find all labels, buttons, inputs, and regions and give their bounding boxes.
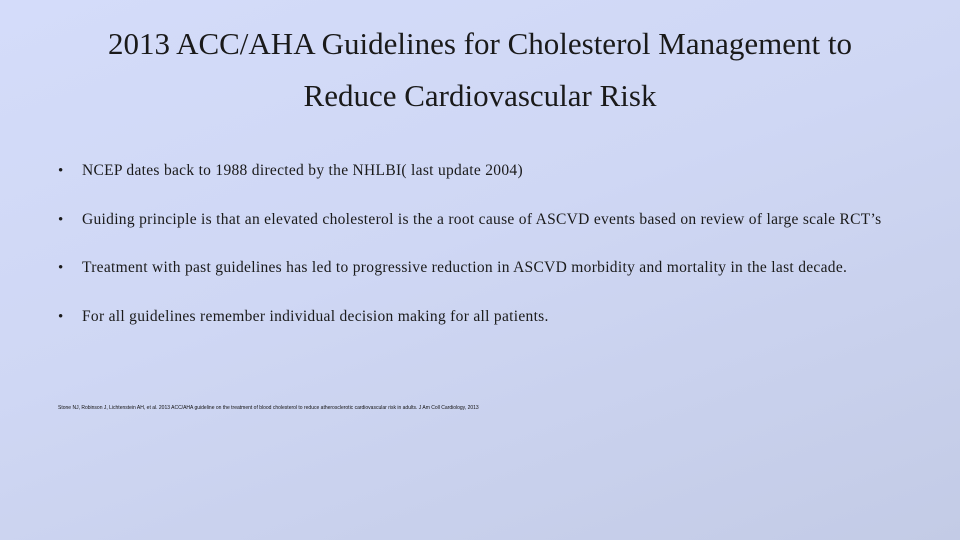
title-line-1: 2013 ACC/AHA Guidelines for Cholesterol Management to xyxy=(108,26,852,61)
bullet-text: For all guidelines remember individual decision making for all patients. xyxy=(82,307,549,325)
title-line-2: Reduce Cardiovascular Risk xyxy=(303,78,657,113)
bullet-icon: • xyxy=(58,260,64,276)
citation: Stone NJ, Robinson J, Lichtenstein AH, et al. 2013 ACC/AHA guideline on the treatment of blood cholesterol to reduce atherosclerotic cardiovascular risk in adults. J Am Coll Cardiology, 2013 xyxy=(58,405,479,411)
slide-title xyxy=(0,18,960,122)
bullet-item xyxy=(58,162,881,211)
bullet-text: Guiding principle is that an elevated cholesterol is the a root cause of ASCVD events based on review of large scale RCT’s xyxy=(82,210,882,228)
bullet-item xyxy=(58,211,881,260)
bullet-icon: • xyxy=(58,211,64,228)
bullet-text: NCEP dates back to 1988 directed by the NHLBI( last update 2004) xyxy=(82,162,523,179)
bullet-icon: • xyxy=(58,308,64,325)
bullet-item xyxy=(58,308,881,357)
bullet-item xyxy=(58,259,881,308)
bullet-icon: • xyxy=(58,163,64,179)
bullet-text: Treatment with past guidelines has led to progressive reduction in ASCVD morbidity and mortality in the last decade. xyxy=(82,259,848,276)
bullet-list xyxy=(58,162,881,356)
